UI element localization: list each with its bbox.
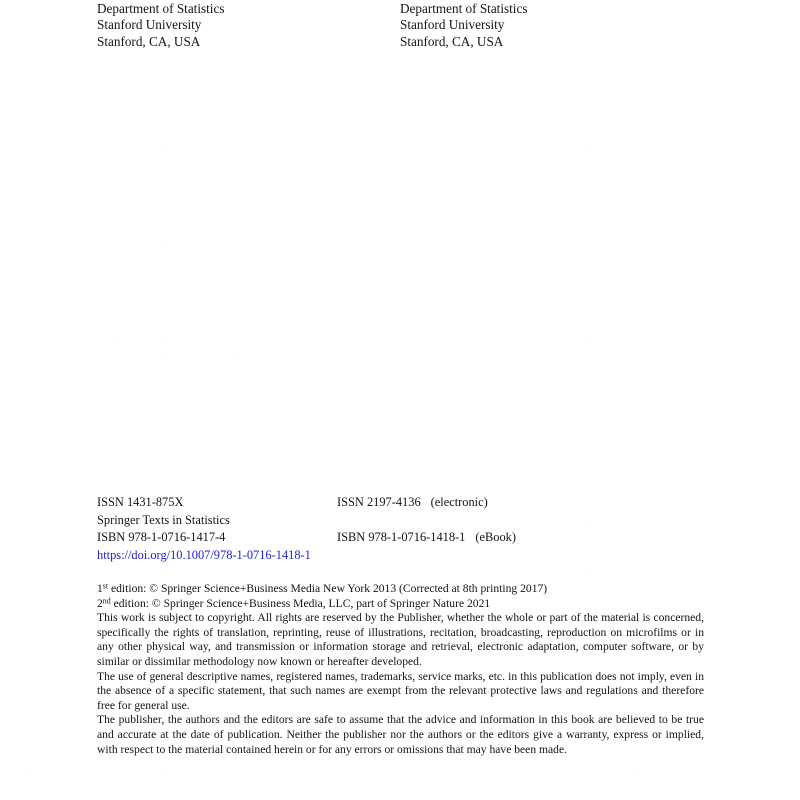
- issn-print: ISSN 1431-875X: [97, 495, 184, 509]
- issn-row: [97, 494, 703, 512]
- isbn-ebook: ISBN 978-1-0716-1418-1: [337, 530, 466, 545]
- first-edition-ordinal: 1: [97, 582, 103, 595]
- author-location: Stanford, CA, USA: [400, 33, 504, 49]
- copyright-paragraph: The publisher, the authors and the editors are safe to assume that the advice and information in this book are believed to be true and accurate at the date of publication. Neither the publisher nor the authors or the editors give a warranty, express or implied, with respect to the material contained herein or for any errors or omissions that may have been made.: [97, 713, 704, 756]
- copyright-paragraph: The use of general descriptive names, registered names, trademarks, service marks, etc. in this publication does not imply, even in the absence of a specific statement, that such names are exempt from the relevant protective laws and regulations and therefore free for general use.: [97, 669, 704, 712]
- second-edition-line: [97, 597, 704, 612]
- author-column-left: [97, 0, 400, 50]
- copyright-body: [97, 582, 704, 757]
- isbn-row: [97, 529, 703, 547]
- issn-electronic: ISSN 2197-4136: [337, 495, 421, 509]
- isbn-ebook-kind: (eBook): [475, 530, 516, 545]
- isbn-print: ISBN 978-1-0716-1417-4: [97, 530, 226, 545]
- second-edition-text: edition: © Springer Science+Business Media, LLC, part of Springer Nature 2021: [110, 596, 491, 610]
- identifier-block: [97, 494, 703, 564]
- author-block: [97, 0, 703, 50]
- author-institution: Stanford University: [400, 17, 505, 33]
- author-institution: Stanford University: [97, 17, 202, 33]
- issn-electronic-kind: (electronic): [430, 495, 488, 509]
- first-edition-line: [97, 582, 704, 597]
- first-edition-text: edition: © Springer Science+Business Media New York 2013 (Corrected at 8th printing 2017): [108, 582, 548, 595]
- series-title: Springer Texts in Statistics: [97, 512, 230, 527]
- author-column-right: [400, 0, 703, 50]
- first-edition-ordinal-suffix: st: [102, 581, 109, 591]
- doi-link[interactable]: https://doi.org/10.1007/978-1-0716-1418-1: [97, 547, 311, 562]
- author-department: Department of Statistics: [97, 0, 225, 16]
- second-edition-ordinal: 2: [97, 596, 103, 610]
- second-edition-ordinal-suffix: nd: [102, 596, 111, 606]
- copyright-paragraph: This work is subject to copyright. All rights are reserved by the Publisher, whether the whole or part of the material is concerned, specifically the rights of translation, reprinting, reuse of illustrations, recitation, broadcasting, reproduction on microfilms or in any other physical way, and transmission or information storage and retrieval, electronic adaptation, computer software, or by similar or dissimilar methodology now known or hereafter developed.: [97, 611, 704, 668]
- author-department: Department of Statistics: [400, 0, 528, 16]
- author-location: Stanford, CA, USA: [97, 33, 201, 49]
